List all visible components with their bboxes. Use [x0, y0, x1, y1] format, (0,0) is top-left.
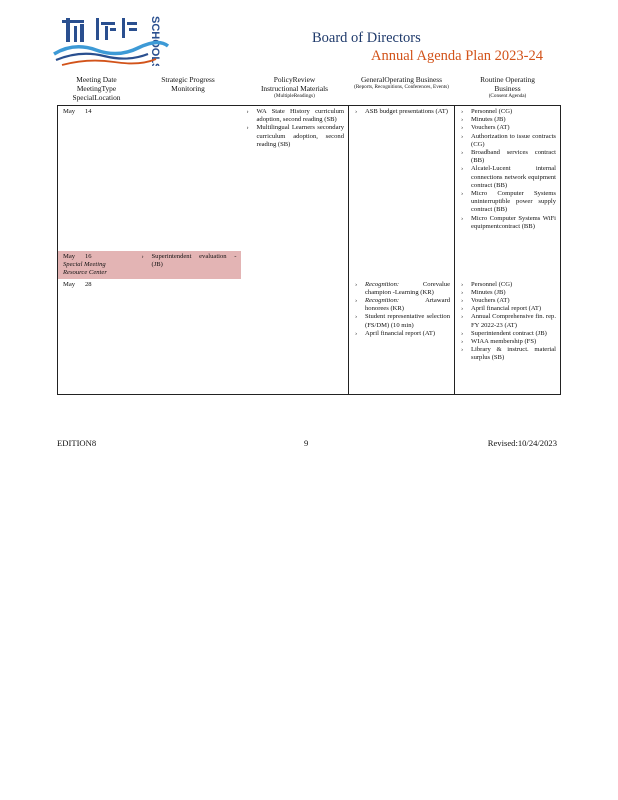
strategic-cell — [136, 251, 241, 279]
list-item: › Superintendent evaluation - (JB) — [142, 253, 237, 269]
list-item: › Minutes (JB) — [461, 289, 556, 297]
table-row — [58, 279, 561, 395]
list-item: › Recognition: Artaward honorees (KR) — [355, 297, 450, 313]
strategic-cell — [136, 279, 241, 395]
agenda-table — [57, 73, 561, 395]
header-meeting-date: Meeting Date MeetingType SpecialLocation — [58, 73, 136, 106]
list-item: › Recognition: Corevalue champion -Learning (KR) — [355, 281, 450, 297]
list-item: › Personnel (CG) — [461, 281, 556, 289]
header-routine: Routine Operating Business (Consent Agenda) — [455, 73, 561, 106]
general-cell — [349, 279, 455, 395]
list-item: › Minutes (JB) — [461, 116, 556, 124]
list-item: › WIAA membership (FS) — [461, 338, 556, 346]
meeting-date-cell: May 28 — [58, 279, 136, 395]
table-row — [58, 106, 561, 251]
header-strategic: Strategic Progress Monitoring — [136, 73, 241, 106]
board-title: Board of Directors — [312, 30, 421, 46]
agenda-title: Annual Agenda Plan 2023-24 — [371, 48, 543, 64]
revised-date: Revised:10/24/2023 — [487, 438, 557, 448]
list-item: › April financial report (AT) — [355, 330, 450, 338]
policy-cell — [241, 279, 349, 395]
list-item: › Authorization to issue contracts (CG) — [461, 133, 556, 149]
list-item: › Superintendent contract (JB) — [461, 330, 556, 338]
meeting-date-cell: May 14 — [58, 106, 136, 251]
list-item: › April financial report (AT) — [461, 305, 556, 313]
general-cell — [349, 251, 455, 279]
district-logo — [52, 12, 170, 66]
table-row — [58, 251, 561, 279]
policy-cell — [241, 106, 349, 251]
policy-cell — [241, 251, 349, 279]
list-item: › Micro Computer Systems WiFi equipmentcontract (BB) — [461, 215, 556, 231]
list-item: › Broadband services contract (BB) — [461, 149, 556, 165]
table-header-row — [58, 73, 561, 106]
routine-cell — [455, 106, 561, 251]
header-policy: PolicyReview Instructional Materials (MultipleReadings) — [241, 73, 349, 106]
logo-graphic — [52, 12, 170, 66]
strategic-cell — [136, 106, 241, 251]
list-item: › Annual Comprehensive fin. rep. FY 2022-23 (AT) — [461, 313, 556, 329]
logo-text: SCHOOLS — [149, 16, 161, 66]
list-item: › Alcatel-Lucent internal connections network equipment contract (BB) — [461, 165, 556, 190]
list-item: › ASB budget presentations (AT) — [355, 108, 450, 116]
list-item: › Personnel (CG) — [461, 108, 556, 116]
footer-edition: EDITION8 — [57, 438, 97, 448]
list-item: › Micro Computer Systems uninterruptible power supply contract (BB) — [461, 190, 556, 215]
page-number: 9 — [304, 438, 309, 448]
list-item: › WA State History curriculum adoption, second reading (SB) — [247, 108, 345, 124]
header-general: GeneralOperating Business (Reports, Recognitions, Conferences, Events) — [349, 73, 455, 106]
routine-cell — [455, 279, 561, 395]
list-item: › Vouchers (AT) — [461, 124, 556, 132]
routine-cell — [455, 251, 561, 279]
list-item: › Library & instruct. material surplus (SB) — [461, 346, 556, 362]
list-item: › Multilingual Learners secondary curriculum adoption, second reading (SB) — [247, 124, 345, 149]
list-item: › Student representative selection (FS/DM) (10 min) — [355, 313, 450, 329]
meeting-date-cell: May 16 Special Meeting Resource Center — [58, 251, 136, 279]
general-cell — [349, 106, 455, 251]
list-item: › Vouchers (AT) — [461, 297, 556, 305]
